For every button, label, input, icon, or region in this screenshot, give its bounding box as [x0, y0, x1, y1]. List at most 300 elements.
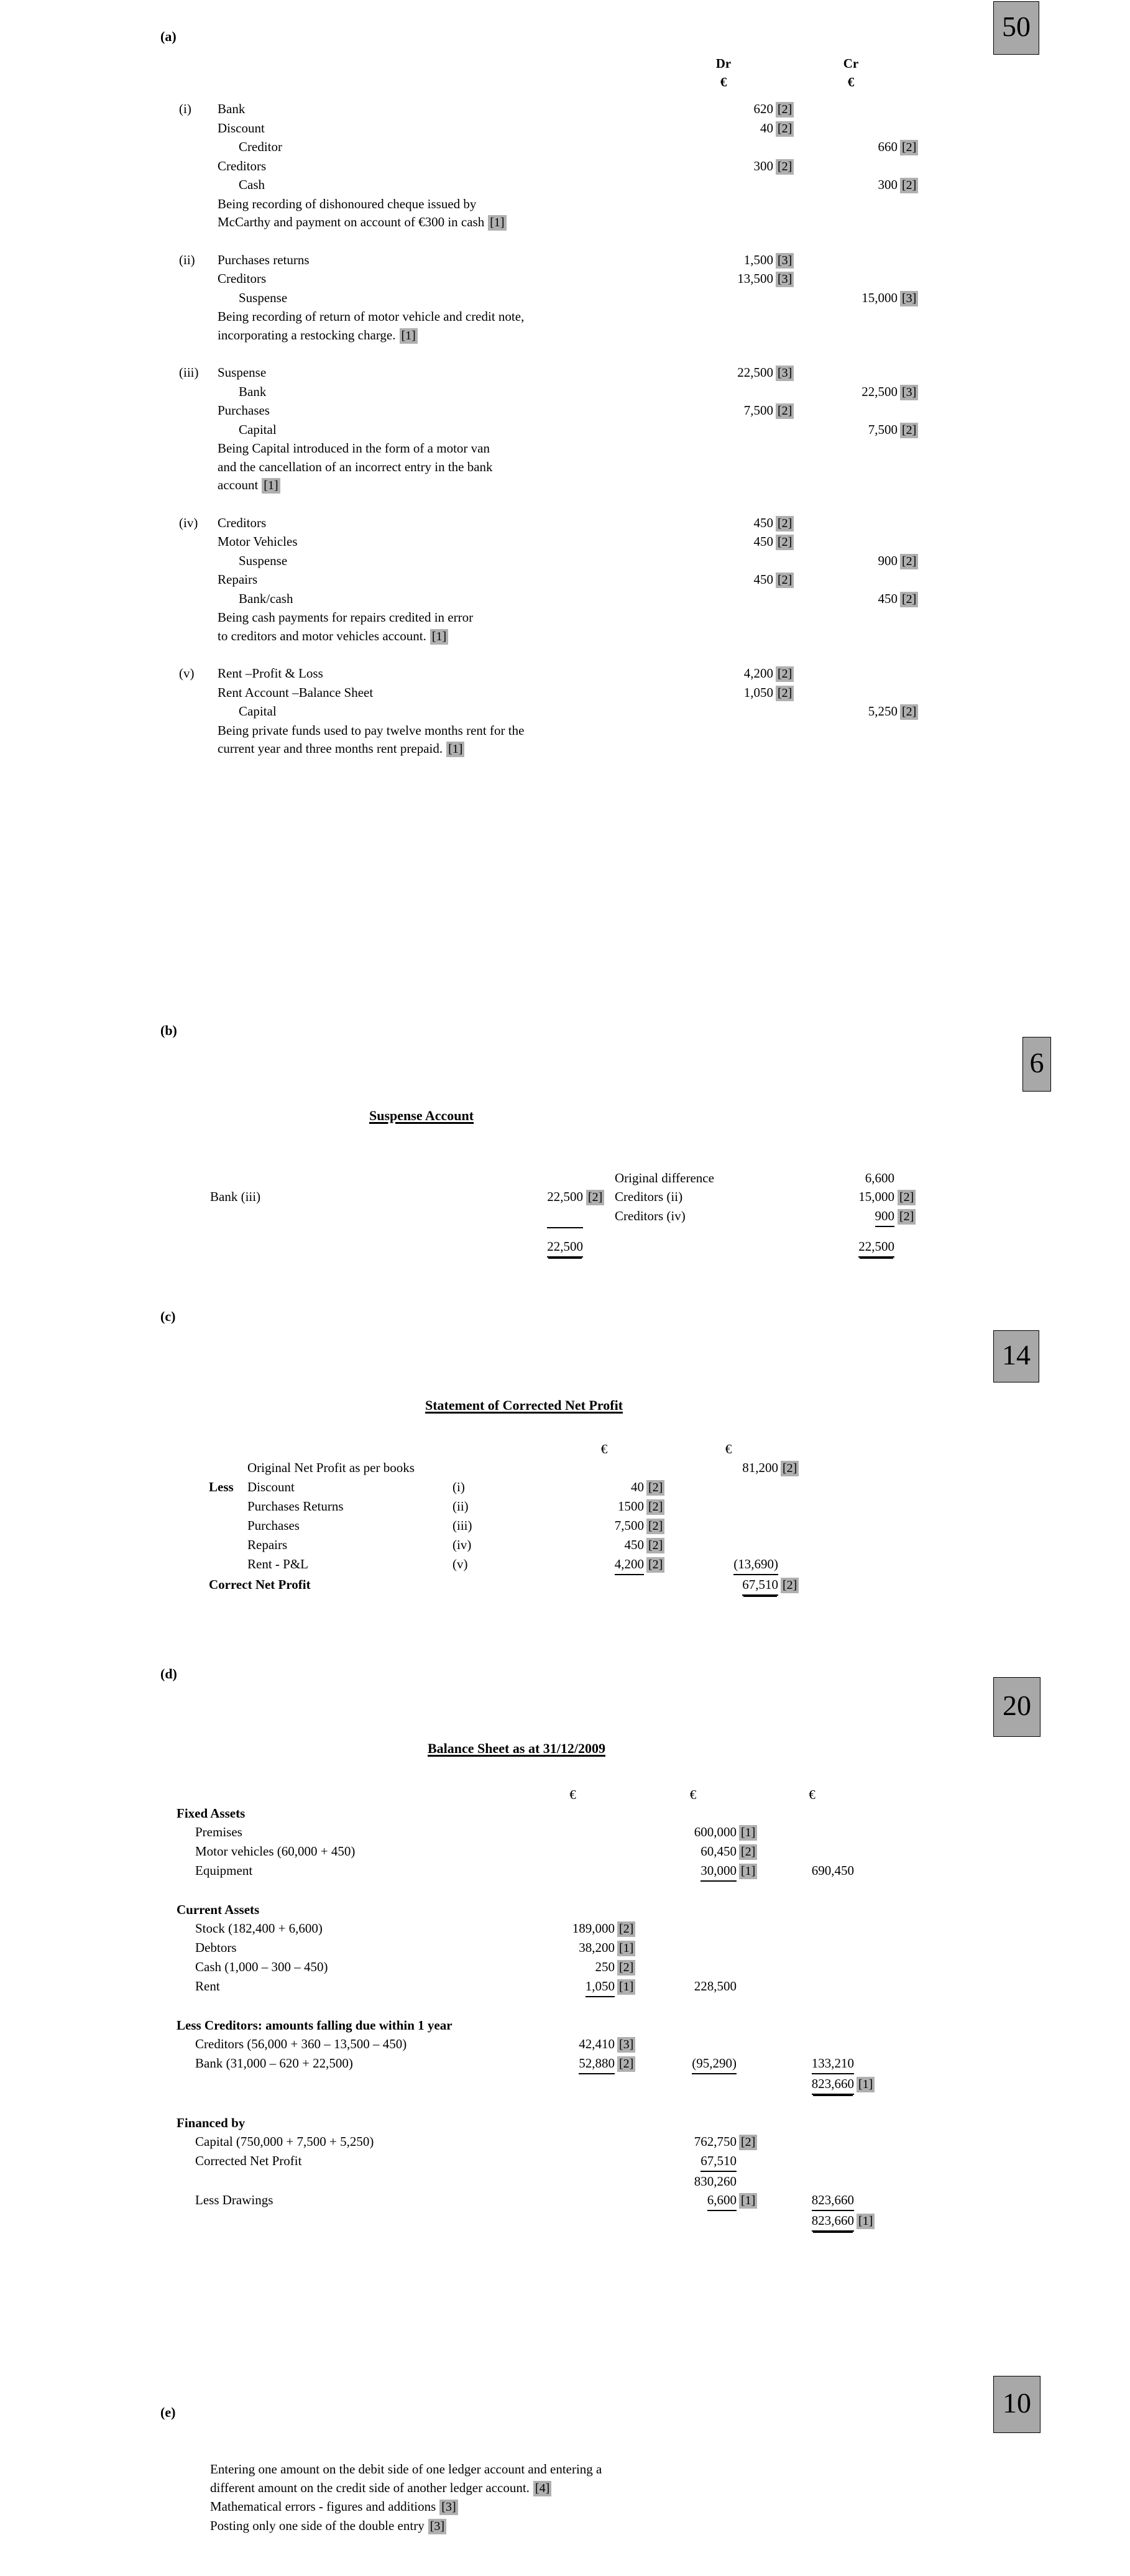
journal-account-name: Suspense — [218, 365, 267, 380]
bs-col2-amount — [650, 1957, 739, 1977]
bs-col1-mark: [2] — [617, 1921, 635, 1937]
journal-narrative-line — [179, 476, 929, 495]
error-types-list — [210, 2460, 925, 2536]
bs-col2-mark — [739, 1900, 770, 1919]
journal-dr-amount: 13,500 — [737, 271, 773, 286]
bs-col2-amount — [650, 2016, 739, 2035]
bs-col1-mark — [617, 1861, 650, 1882]
journal-line — [179, 289, 929, 308]
suspense-debit-label — [210, 1169, 471, 1187]
bs-col3-amount — [770, 1957, 857, 1977]
bs-col2-mark — [739, 2114, 770, 2132]
bs-col3-amount — [770, 2132, 857, 2151]
bs-col3-amount — [770, 2151, 857, 2172]
bs-col2-mark — [739, 1957, 770, 1977]
cnp-row-label: Rent - P&L — [247, 1557, 308, 1571]
journal-dr-mark: [2] — [776, 102, 794, 117]
bs-col2-amount — [650, 1919, 739, 1938]
journal-line — [179, 702, 929, 722]
suspense-credit-mark: [2] — [898, 1190, 916, 1205]
error-type-item — [210, 2517, 925, 2536]
marks-box-d: 20 — [993, 1677, 1040, 1737]
bs-col2-amount — [650, 2074, 739, 2095]
journal-dr-amount — [674, 421, 776, 440]
cnp-row-mark: [2] — [646, 1557, 664, 1573]
bs-col3-amount — [770, 2035, 857, 2054]
cnp-row-ref: (iv) — [452, 1537, 472, 1552]
cnp-row-ref: (i) — [452, 1479, 465, 1494]
journal-entry-ref — [179, 289, 218, 308]
journal-dr-amount: 40 — [760, 120, 773, 136]
cnp-row — [209, 1535, 809, 1555]
bs-col2-mark — [739, 2016, 770, 2035]
bs-col2-mark — [739, 1977, 770, 1997]
bs-heading-label: Financed by — [177, 2115, 246, 2130]
bs-row-label: Stock (182,400 + 6,600) — [195, 1921, 323, 1936]
bs-col1-mark: [2] — [617, 1960, 635, 1976]
suspense-left-rule — [471, 1227, 586, 1237]
journal-line — [179, 421, 929, 440]
bs-col2-amount — [650, 2035, 739, 2054]
error-type-line: Entering one amount on the debit side of one ledger account and entering a — [210, 2462, 602, 2477]
bs-col3-amount — [770, 1842, 857, 1861]
cnp-less-word: Less — [209, 1479, 234, 1494]
journal-narrative-line — [179, 213, 929, 232]
journal-line — [179, 100, 929, 119]
journal-cr-amount: 300 — [878, 177, 898, 192]
bs-col2-amount — [650, 1938, 739, 1957]
bs-col2-mark — [739, 1919, 770, 1938]
journal-header-cr: Cr — [843, 56, 859, 71]
bs-col2-amount — [650, 1900, 739, 1919]
journal-entry-ref: (iii) — [179, 365, 199, 380]
journal-account-name: Purchases — [218, 403, 270, 418]
bs-col3-mark — [857, 2074, 885, 2095]
journal-cr-amount — [804, 364, 900, 383]
journal-cr-amount — [804, 251, 900, 270]
journal-entry-ref — [179, 533, 218, 552]
suspense-debit-label: Bank (iii) — [210, 1189, 261, 1204]
journal-account-name: Purchases returns — [218, 252, 310, 267]
spacer-row — [179, 232, 929, 251]
journal-account-name: Suspense — [239, 553, 288, 568]
bs-currency-row — [177, 1785, 885, 1804]
journal-dr-amount — [674, 138, 776, 157]
journal-cr-amount — [804, 514, 900, 533]
cnp-opening-label: Original Net Profit as per books — [247, 1460, 415, 1475]
bs-col1-mark — [617, 2132, 650, 2151]
journal-line — [179, 571, 929, 590]
cnp-opening-mark: [2] — [781, 1461, 799, 1476]
error-type-mark: [3] — [439, 2500, 457, 2515]
bs-col2-amount: 30,000 — [650, 1861, 739, 1882]
suspense-debit-amount — [471, 1207, 586, 1227]
journal-narrative: Being cash payments for repairs credited in error — [218, 610, 474, 625]
journal-cr-mark: [2] — [900, 704, 918, 720]
bs-row-label: Equipment — [195, 1863, 253, 1878]
cnp-opening-amount: 81,200 — [742, 1460, 778, 1475]
cnp-currency-row — [209, 1440, 809, 1458]
bs-col1-mark — [617, 2211, 650, 2232]
cnp-row-mark: [2] — [646, 1480, 664, 1496]
journal-account-name: Bank — [218, 101, 246, 116]
bs-col2-mark — [739, 2151, 770, 2172]
journal-line — [179, 684, 929, 703]
journal-cr-amount: 7,500 — [868, 421, 898, 437]
bs-col1-amount — [531, 2114, 617, 2132]
bs-col1-mark — [617, 1804, 650, 1823]
bs-col2-amount: 762,750 — [694, 2134, 737, 2149]
marks-box-b: 6 — [1022, 1037, 1051, 1092]
journal-account-name: Capital — [239, 704, 277, 719]
bs-col2-amount — [650, 2211, 739, 2232]
bs-fixed-asset-row — [177, 1823, 885, 1842]
bs-col2-mark — [739, 1823, 770, 1842]
bs-col3-mark — [857, 1823, 885, 1842]
bs-col2-amount: 228,500 — [694, 1979, 737, 1994]
bs-col3-mark — [857, 1957, 885, 1977]
bs-col2-mark — [739, 2054, 770, 2074]
suspense-debit-label — [210, 1207, 471, 1227]
bs-heading-fixed-assets — [177, 1804, 885, 1823]
bs-col3-amount — [770, 2016, 857, 2035]
bs-col1-amount — [531, 1842, 617, 1861]
journal-table-a — [179, 55, 929, 759]
cnp-row-label: Purchases — [247, 1518, 300, 1533]
bs-current-asset-row — [177, 1957, 885, 1977]
bs-row-label: Cash (1,000 – 300 – 450) — [195, 1959, 328, 1974]
bs-col3-mark — [857, 2211, 885, 2232]
bs-col1-mark — [617, 1900, 650, 1919]
journal-narrative: Being private funds used to pay twelve months rent for the — [218, 722, 525, 738]
cnp-row-amount: 40 — [631, 1479, 644, 1494]
journal-narrative-mark: [1] — [446, 742, 464, 757]
bs-financed-row — [177, 2172, 885, 2191]
bs-col1-amount: 1,050 — [531, 1977, 617, 1997]
journal-entry-ref — [179, 684, 218, 703]
journal-dr-amount — [674, 552, 776, 571]
cnp-row-amount: 1500 — [618, 1499, 644, 1514]
bs-col1-amount — [531, 2172, 617, 2191]
bs-financed-row — [177, 2132, 885, 2151]
bs-col1-amount — [531, 1861, 617, 1882]
journal-dr-amount: 1,050 — [743, 684, 773, 700]
bs-col2-mark: [2] — [739, 1844, 757, 1860]
journal-account-name: Repairs — [218, 572, 258, 587]
bs-row-label — [177, 2211, 531, 2232]
journal-narrative: to creditors and motor vehicles account. [1] — [218, 627, 674, 646]
error-type-item — [210, 2460, 925, 2498]
suspense-credit-mark: [2] — [898, 1209, 916, 1225]
journal-entry-ref — [179, 270, 218, 289]
bs-col1-amount — [531, 1823, 617, 1842]
bs-col2-mark — [739, 1842, 770, 1861]
bs-current-asset-row — [177, 1977, 885, 1997]
error-type-mark: [3] — [428, 2519, 446, 2534]
suspense-total-right: 22,500 — [858, 1237, 894, 1258]
bs-col3-amount — [770, 1804, 857, 1823]
journal-narrative-line — [179, 627, 929, 646]
bs-col1-mark — [617, 2114, 650, 2132]
journal-cr-amount — [804, 684, 900, 703]
journal-currency-cr: € — [847, 74, 855, 90]
journal-line — [179, 138, 929, 157]
bs-col3-amount: 690,450 — [811, 1863, 854, 1878]
suspense-debit-amount: 22,500 — [547, 1189, 583, 1204]
bs-col2-mark: [2] — [739, 2135, 757, 2150]
journal-cr-amount — [804, 665, 900, 684]
journal-dr-amount: 22,500 — [737, 365, 773, 380]
journal-cr-amount: 450 — [878, 591, 898, 606]
journal-currency-row — [179, 73, 929, 92]
bs-net-assets-total-row — [177, 2074, 885, 2095]
bs-col2-mark — [739, 2191, 770, 2211]
bs-col3-mark — [857, 1900, 885, 1919]
marks-box-e: 10 — [993, 2376, 1040, 2433]
bs-col1-amount — [531, 2151, 617, 2172]
bs-row-label — [177, 2172, 531, 2191]
bs-col1-amount — [531, 2191, 617, 2211]
spacer-row — [177, 1997, 885, 2016]
journal-dr-amount — [674, 702, 776, 722]
bs-col1-mark — [617, 1957, 650, 1977]
marks-box-c: 14 — [993, 1330, 1039, 1382]
journal-account-name: Rent –Profit & Loss — [218, 666, 323, 681]
bs-col1-mark — [617, 1919, 650, 1938]
journal-line — [179, 514, 929, 533]
suspense-row — [210, 1207, 926, 1227]
cnp-row-label: Purchases Returns — [247, 1499, 344, 1514]
journal-dr-amount: 300 — [753, 158, 773, 173]
journal-narrative: account [1] — [218, 476, 674, 495]
bs-col1-amount: 250 — [595, 1959, 615, 1974]
journal-dr-amount: 450 — [753, 572, 773, 587]
bs-col3-amount: 823,660 — [770, 2074, 857, 2095]
section-letter-b: (b) — [160, 1023, 177, 1038]
section-letter-e: (e) — [160, 2404, 176, 2420]
journal-entry-ref — [179, 421, 218, 440]
bs-col1-amount — [531, 1900, 617, 1919]
bs-financed-row — [177, 2191, 885, 2211]
error-type-mark: [4] — [533, 2481, 551, 2496]
journal-entry-ref: (v) — [179, 666, 195, 681]
cnp-final-amount: 67,510 — [742, 1575, 778, 1596]
cnp-row-ref: (v) — [452, 1557, 468, 1571]
marks-box-a: 50 — [993, 1, 1039, 55]
cnp-row-ref: (iii) — [452, 1518, 472, 1533]
suspense-total-row — [210, 1237, 926, 1258]
bs-col3-amount — [770, 1938, 857, 1957]
journal-currency-dr: € — [720, 74, 727, 90]
journal-dr-mark: [2] — [776, 121, 794, 137]
bs-col3-amount: 823,660 — [770, 2211, 857, 2232]
journal-dr-mark: [2] — [776, 516, 794, 531]
journal-dr-amount — [674, 590, 776, 609]
bs-col1-mark — [617, 1842, 650, 1861]
bs-heading-label: Fixed Assets — [177, 1806, 246, 1821]
bs-col3-amount — [770, 1823, 857, 1842]
bs-row-label: Premises — [195, 1824, 242, 1839]
journal-cr-amount — [804, 402, 900, 421]
cnp-less-rows — [209, 1478, 809, 1575]
journal-entry-ref — [179, 138, 218, 157]
journal-entry-ref — [179, 571, 218, 590]
bs-col3-mark — [857, 1804, 885, 1823]
bs-col1-mark — [617, 2054, 650, 2074]
spacer-row — [179, 646, 929, 665]
bs-col2-mark — [739, 2132, 770, 2151]
cnp-row-ref: (ii) — [452, 1499, 469, 1514]
bs-heading-label: Less Creditors: amounts falling due within 1 year — [177, 2018, 452, 2033]
journal-account-name: Suspense — [239, 290, 288, 305]
journal-cr-mark: [2] — [900, 592, 918, 607]
bs-heading-creditors — [177, 2016, 885, 2035]
journal-dr-mark: [3] — [776, 366, 794, 381]
journal-line — [179, 533, 929, 552]
journal-dr-mark: [2] — [776, 666, 794, 682]
journal-narrative-line — [179, 439, 929, 458]
bs-current-asset-row — [177, 1919, 885, 1938]
bs-col1-amount — [531, 2211, 617, 2232]
suspense-debit-amount — [471, 1169, 586, 1187]
cnp-row-label: Discount — [247, 1479, 295, 1494]
cnp-row-amount: 4,200 — [564, 1555, 646, 1575]
journal-narrative: McCarthy and payment on account of €300 in cash [1] — [218, 213, 674, 232]
bs-col2-amount: (95,290) — [650, 2054, 739, 2074]
bs-row-label: Debtors — [195, 1940, 237, 1955]
journal-account-name: Bank — [239, 384, 267, 399]
journal-entry-ref: (iv) — [179, 515, 198, 530]
bs-col3-mark — [857, 2151, 885, 2172]
journal-cr-mark: [2] — [900, 140, 918, 155]
journal-cr-mark: [2] — [900, 178, 918, 193]
suspense-credit-amount: 900 — [801, 1207, 898, 1227]
error-type-line: Posting only one side of the double entry [3] — [210, 2517, 925, 2536]
cnp-row-amount: 7,500 — [614, 1518, 644, 1533]
bs-financed-row — [177, 2151, 885, 2172]
bs-row-label: Corrected Net Profit — [195, 2153, 302, 2168]
spacer-row — [179, 345, 929, 364]
journal-entry-ref: (i) — [179, 101, 191, 116]
journal-dr-amount: 450 — [753, 534, 773, 549]
bs-col2-amount: 830,260 — [694, 2174, 737, 2189]
bs-col3-amount: 133,210 — [770, 2054, 857, 2074]
bs-col2-amount: 6,600 — [650, 2191, 739, 2211]
suspense-credit-amount: 15,000 — [858, 1189, 894, 1204]
bs-col3-mark — [857, 2191, 885, 2211]
journal-account-name: Cash — [239, 177, 265, 192]
journal-body — [179, 91, 929, 759]
cnp-final-mark: [2] — [781, 1578, 799, 1593]
bs-col1-mark — [617, 2074, 650, 2095]
journal-narrative-line — [179, 740, 929, 759]
cnp-less-total: (13,690) — [679, 1555, 781, 1575]
bs-current-asset-row — [177, 1938, 885, 1957]
journal-cr-amount — [804, 571, 900, 590]
suspense-credit-label: Original difference — [615, 1171, 714, 1185]
bs-col3-mark — [857, 1938, 885, 1957]
journal-header-dr: Dr — [715, 56, 732, 71]
journal-cr-amount: 22,500 — [861, 384, 898, 399]
journal-dr-mark: [2] — [776, 159, 794, 175]
bs-col1-amount — [531, 2074, 617, 2095]
section-letter-c: (c) — [160, 1309, 176, 1324]
spacer-row — [179, 495, 929, 514]
bs-col3-mark — [857, 2035, 885, 2054]
journal-entry-ref — [179, 590, 218, 609]
bs-financed-total-row — [177, 2211, 885, 2232]
cnp-less-word — [209, 1555, 247, 1575]
bs-row-label: Rent — [195, 1979, 220, 1994]
bs-col2-amount — [650, 1804, 739, 1823]
journal-cr-amount — [804, 119, 900, 139]
spacer-row — [177, 2095, 885, 2114]
spacer-row — [177, 1882, 885, 1900]
bs-col1-amount: 189,000 — [572, 1921, 615, 1936]
cnp-row-label: Repairs — [247, 1537, 288, 1552]
corrected-net-profit-table — [209, 1440, 809, 1596]
bs-col3-amount — [770, 1900, 857, 1919]
cnp-currency-2: € — [725, 1442, 732, 1456]
bs-col2-mark — [739, 2074, 770, 2095]
journal-account-name: Creditors — [218, 271, 267, 286]
bs-col2-amount: 67,510 — [650, 2151, 739, 2172]
bs-col2-mark: [1] — [739, 1864, 757, 1879]
cnp-less-total — [679, 1535, 781, 1555]
journal-account-name: Motor Vehicles — [218, 534, 298, 549]
section-letter-d: (d) — [160, 1666, 177, 1681]
bs-fixed-asset-row — [177, 1842, 885, 1861]
journal-narrative-line — [179, 722, 929, 740]
bs-col1-amount: 38,200 — [579, 1940, 615, 1955]
cnp-row-amount: 450 — [624, 1537, 644, 1552]
cnp-row — [209, 1555, 809, 1575]
journal-line — [179, 590, 929, 609]
bs-col3-mark — [857, 2016, 885, 2035]
journal-cr-amount: 5,250 — [868, 704, 898, 719]
journal-cr-amount — [804, 100, 900, 119]
journal-dr-mark: [2] — [776, 686, 794, 701]
journal-line — [179, 251, 929, 270]
journal-narrative: Being recording of return of motor vehicle and credit note, — [218, 309, 525, 324]
journal-dr-mark: [2] — [776, 403, 794, 419]
bs-creditor-row — [177, 2035, 885, 2054]
suspense-credit-amount: 6,600 — [865, 1171, 894, 1185]
journal-dr-amount — [674, 383, 776, 402]
journal-dr-amount: 450 — [753, 515, 773, 530]
suspense-debit-mark: [2] — [586, 1190, 604, 1205]
bs-col3-mark — [857, 2054, 885, 2074]
journal-entry-ref: (ii) — [179, 252, 195, 267]
suspense-account-table — [210, 1169, 926, 1258]
bs-row-label: Creditors (56,000 + 360 – 13,500 – 450) — [195, 2036, 407, 2051]
journal-account-name: Discount — [218, 120, 265, 136]
bs-col3-mark: [1] — [857, 2214, 875, 2229]
journal-header-row — [179, 55, 929, 73]
cnp-final-label: Correct Net Profit — [209, 1577, 311, 1592]
journal-narrative-line — [179, 326, 929, 346]
journal-account-name: Creditor — [239, 139, 282, 154]
journal-narrative-mark: [1] — [488, 215, 506, 231]
journal-dr-amount — [674, 176, 776, 195]
cnp-less-word — [209, 1497, 247, 1516]
journal-dr-mark: [3] — [776, 253, 794, 269]
journal-line — [179, 552, 929, 571]
journal-dr-amount — [674, 289, 776, 308]
cnp-opening-row — [209, 1458, 809, 1478]
journal-entry-ref — [179, 383, 218, 402]
cnp-row-mark: [2] — [646, 1519, 664, 1534]
